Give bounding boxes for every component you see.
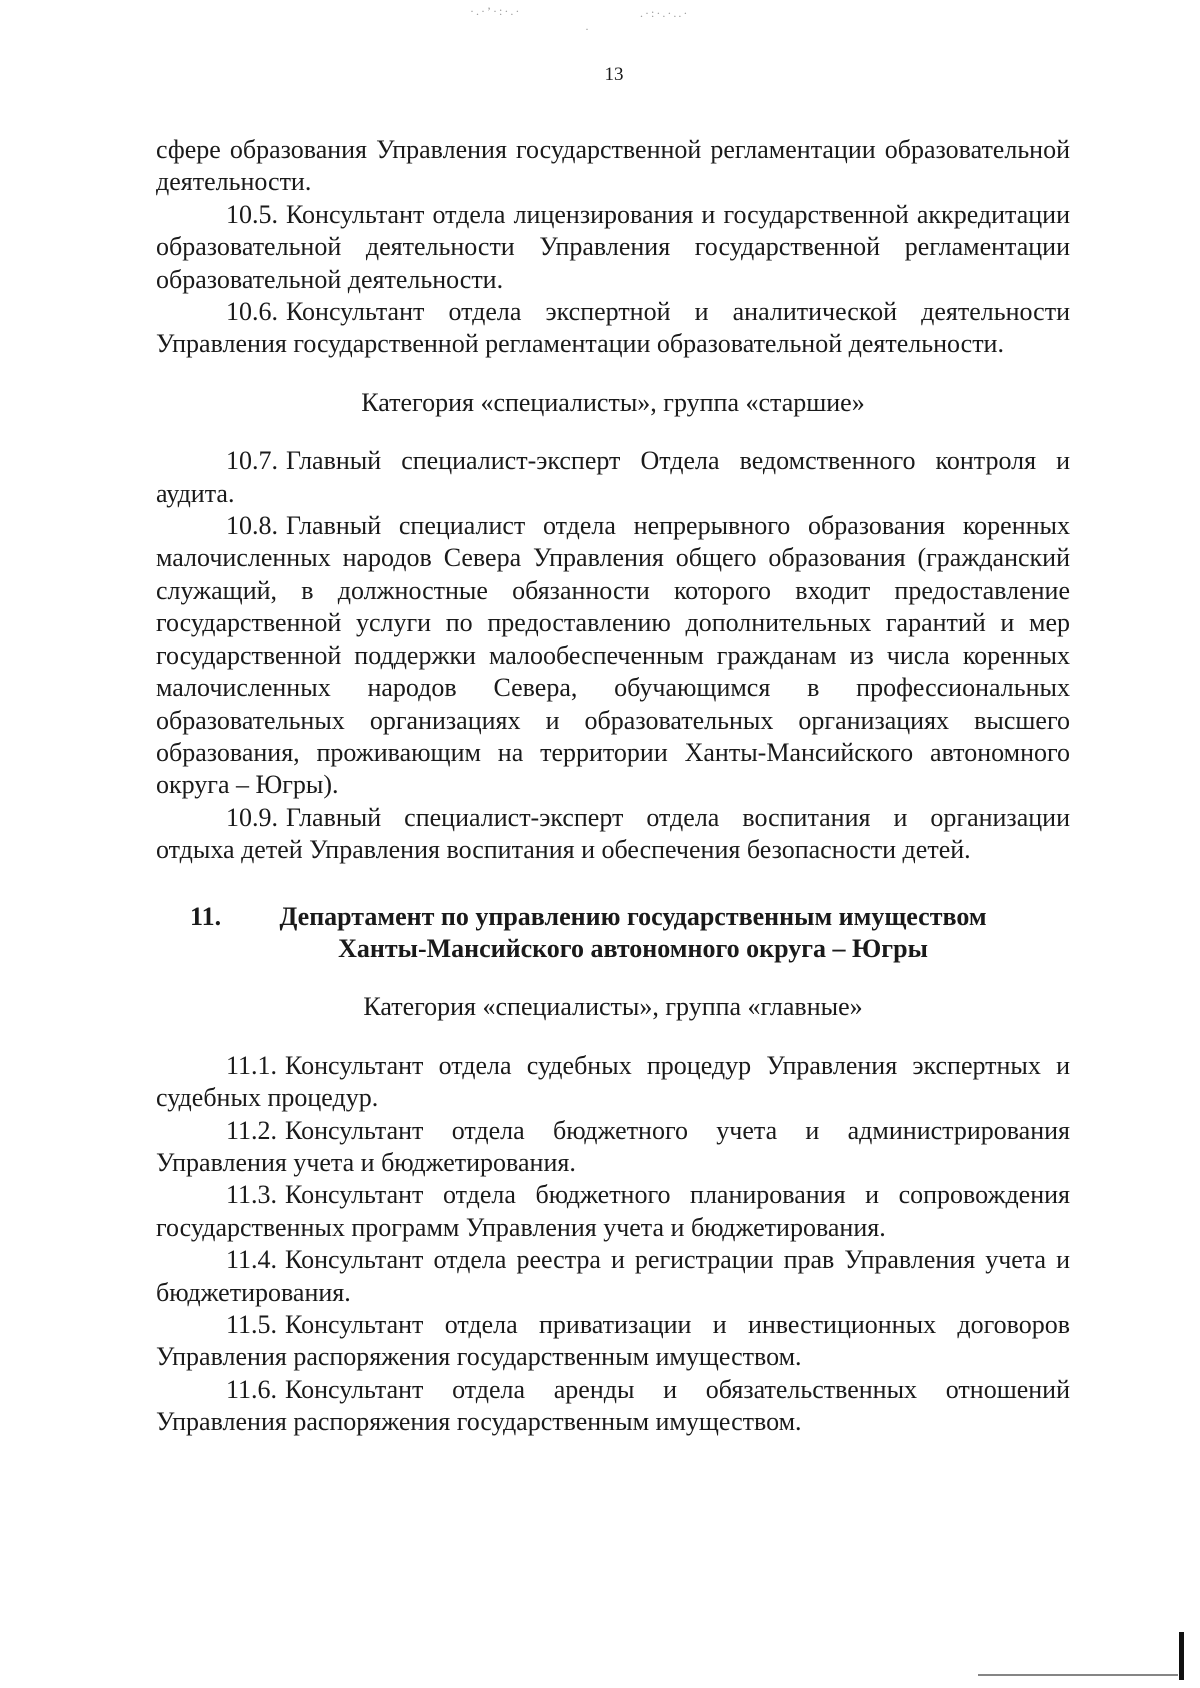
section-number: 11. — [190, 901, 222, 931]
item-text: Консультант отдела бюджетного планирования и сопровождения государственных программ Управления учета и бюджетирования. — [156, 1180, 1070, 1242]
item-text: Консультант отдела судебных процедур Управления экспертных и судебных процедур. — [156, 1050, 1070, 1113]
list-item — [156, 199, 1070, 296]
item-text: Консультант отдела аренды и обязательственных отношений Управления распоряжения государственным имуществом. — [156, 1374, 1070, 1437]
list-item — [156, 802, 1070, 867]
list-item — [156, 1374, 1070, 1439]
item-number: 11.4. — [226, 1245, 278, 1275]
item-number: 11.6. — [226, 1374, 278, 1404]
scan-edge-line — [978, 1674, 1178, 1676]
item-text: Консультант отдела реестра и регистрации прав Управления учета и бюджетирования. — [156, 1245, 1070, 1307]
item-text: Главный специалист отдела непрерывного образования коренных малочисленных народов Севера Управления общего образования (гражданский служащий, в должностные обязанности которого входит предоставление государственной услуги по предоставлению дополнительных гарантий и мер государственной поддержки малообеспеченным гражданам из числа коренных малочисленных народов Севера, обучающимся в профессиональных образовательных организациях и образовательных организациях высшего образования, проживающим на территории Ханты-Мансийского автономного округа – Югры). — [156, 511, 1070, 800]
category-heading: Категория «специалисты», группа «старшие» — [361, 387, 865, 417]
list-item — [156, 510, 1070, 802]
item-text: Консультант отдела приватизации и инвестиционных договоров Управления распоряжения государственным имуществом. — [156, 1310, 1070, 1372]
item-number: 11.2. — [226, 1115, 278, 1145]
item-number: 11.1. — [226, 1050, 278, 1080]
section-heading — [156, 901, 1070, 966]
item-text: Консультант отдела лицензирования и государственной аккредитации образовательной деятельности Управления государственной регламентации образовательной деятельности. — [156, 199, 1070, 294]
item-text: Консультант отдела экспертной и аналитической деятельности Управления государственной регламентации образовательной деятельности. — [156, 297, 1070, 359]
page-number: 13 — [604, 64, 624, 85]
list-item — [156, 1050, 1070, 1115]
list-item — [156, 445, 1070, 510]
paragraph-continuation — [156, 134, 1070, 199]
scan-artifact: .·:·.·..· — [640, 6, 690, 20]
paragraph-text: сфере образования Управления государственной регламентации образовательной деятельности. — [156, 135, 1070, 197]
item-text: Консультант отдела бюджетного учета и администрирования Управления учета и бюджетирования. — [156, 1115, 1070, 1177]
section-title-line-1: Департамент по управлению государственным имуществом — [279, 901, 987, 931]
item-text: Главный специалист-эксперт Отдела ведомственного контроля и аудита. — [156, 446, 1070, 508]
list-item — [156, 296, 1070, 361]
list-item — [156, 1309, 1070, 1374]
item-number: 10.8. — [226, 511, 278, 541]
item-number: 11.5. — [226, 1310, 278, 1339]
scan-edge-bar — [1179, 1632, 1184, 1680]
list-item — [156, 1115, 1070, 1180]
item-number: 10.9. — [226, 802, 278, 832]
item-number: 11.3. — [226, 1180, 278, 1210]
category-heading: Категория «специалисты», группа «главные» — [363, 992, 863, 1022]
item-number: 10.5. — [226, 199, 278, 229]
scan-artifact: ·.·’·:·.· — [470, 4, 522, 18]
document-body — [156, 134, 1070, 1439]
section-title-line-2: Ханты-Мансийского автономного округа – Югры — [338, 933, 928, 963]
list-item — [156, 1244, 1070, 1309]
scan-artifact: · — [585, 22, 591, 36]
item-number: 10.7. — [226, 446, 278, 476]
item-text: Главный специалист-эксперт отдела воспитания и организации отдыха детей Управления воспитания и обеспечения безопасности детей. — [156, 802, 1070, 865]
list-item — [156, 1179, 1070, 1244]
item-number: 10.6. — [226, 297, 278, 327]
